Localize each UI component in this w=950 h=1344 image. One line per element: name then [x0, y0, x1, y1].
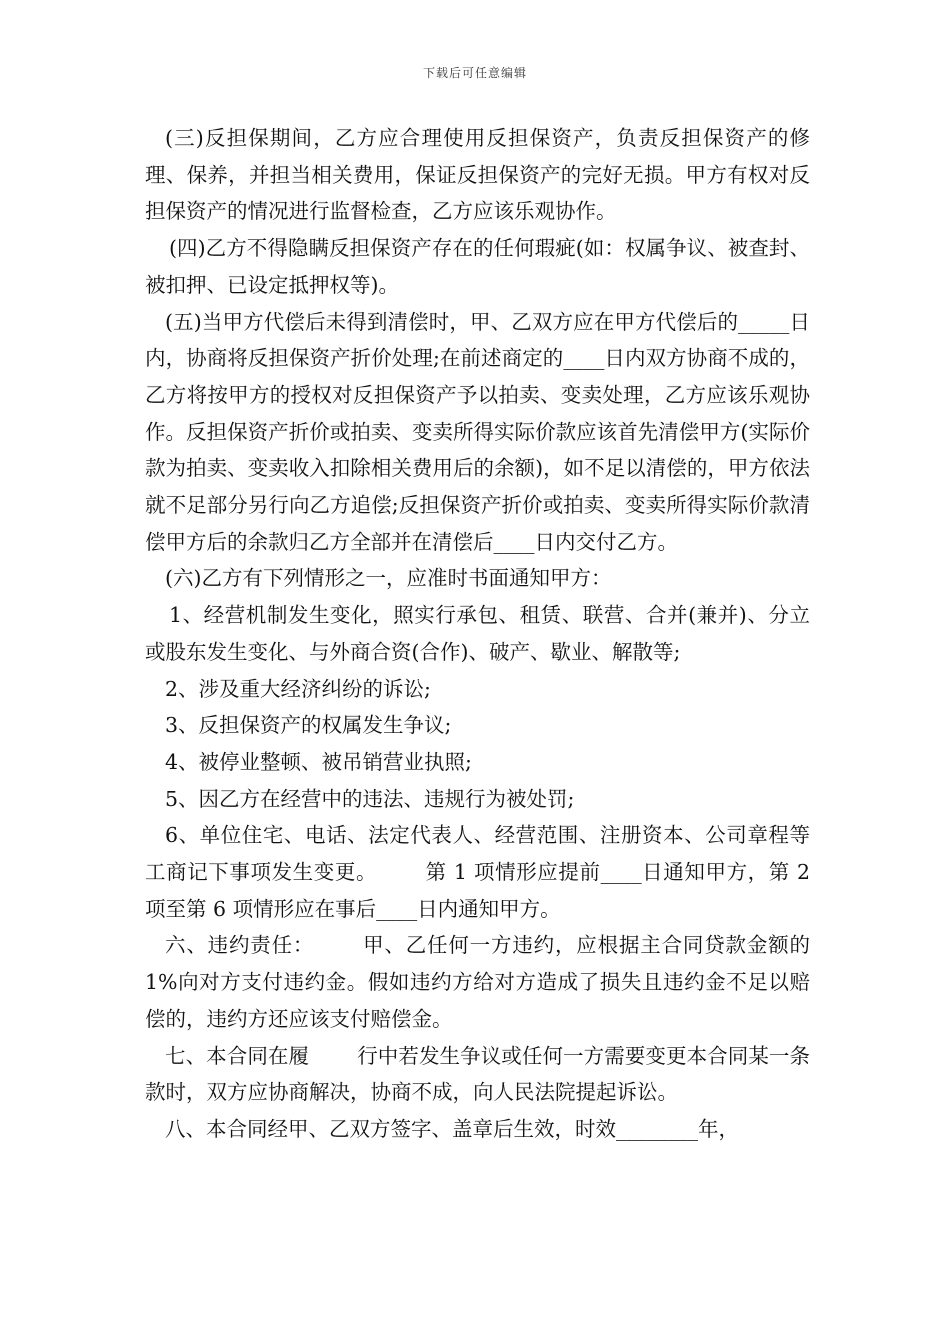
dispute-text-a: 七、本合同在履 — [165, 1043, 310, 1068]
paragraph-compensation: (五)当甲方代偿后未得到清偿时，甲、乙双方应在甲方代偿后的_____日内，协商将反担保资产折价处理;在前述商定的____日内双方协商不成的，乙方将按甲方的授权对反担保资产予以拍卖、变卖处理，乙方应该乐观协作。反担保资产折价或拍卖、变卖所得实际价款应该首先清偿甲方(实际价款为拍卖、变卖收入扣除相关费用后的余额)，如不足以清偿的，甲方依法就不足部分另行向乙方追偿;反担保资产折价或拍卖、变卖所得实际价款清偿甲方后的余款归乙方全部并在清偿后____日内交付乙方。 — [145, 309, 810, 554]
paragraph-breach — [145, 927, 810, 1037]
paragraph-dispute — [145, 1038, 810, 1111]
paragraph-counter-guarantee-period: (三)反担保期间，乙方应合理使用反担保资产，负责反担保资产的修理、保养，并担当相关费用，保证反担保资产的完好无损。甲方有权对反担保资产的情况进行监督检查，乙方应该乐观协作。 — [145, 126, 810, 224]
list-item-6-text: 6、单位住宅、电话、法定代表人、经营范围、注册资本、公司章程等工商记下事项发生变更。 — [145, 823, 810, 885]
paragraph-notice-intro: (六)乙方有下列情形之一，应准时书面通知甲方： — [165, 566, 612, 591]
document-body — [145, 120, 810, 1148]
list-item-6-notice: 第 1 项情形应提前____日通知甲方，第 2 项至第 6 项情形应在事后____日内通知甲方。 — [145, 860, 811, 921]
page-header: 下载后可任意编辑 — [422, 66, 527, 80]
breach-heading: 六、违约责任： — [165, 933, 315, 958]
list-item-4: 4、被停业整顿、被吊销营业执照; — [165, 749, 472, 774]
list-item-5: 5、因乙方在经营中的违法、违规行为被处罚; — [165, 786, 575, 811]
breach-text: 甲、乙任何一方违约，应根据主合同贷款金额的 1%向对方支付违约金。假如违约方给对方造成了损失且违约金不足以赔偿的，违约方还应该支付赔偿金。 — [145, 933, 810, 1031]
paragraph-effect: 八、本合同经甲、乙双方签字、盖章后生效，时效________年， — [165, 1116, 739, 1141]
list-item-3: 3、反担保资产的权属发生争议; — [165, 713, 452, 738]
paragraph-defects: (四)乙方不得隐瞒反担保资产存在的任何瑕疵(如：权属争议、被查封、被扣押、已设定抵押权等)。 — [145, 236, 810, 297]
dispute-text-b: 行中若发生争议或任何一方需要变更本合同某一条款时，双方应协商解决，协商不成，向人民法院提起诉讼。 — [145, 1043, 811, 1105]
list-item-6 — [145, 817, 810, 927]
list-item-2: 2、涉及重大经济纠纷的诉讼; — [165, 676, 431, 701]
list-item-1: 1、经营机制发生变化，照实行承包、租赁、联营、合并(兼并)、分立或股东发生变化、与外商合资(合作)、破产、歇业、解散等; — [145, 603, 810, 664]
